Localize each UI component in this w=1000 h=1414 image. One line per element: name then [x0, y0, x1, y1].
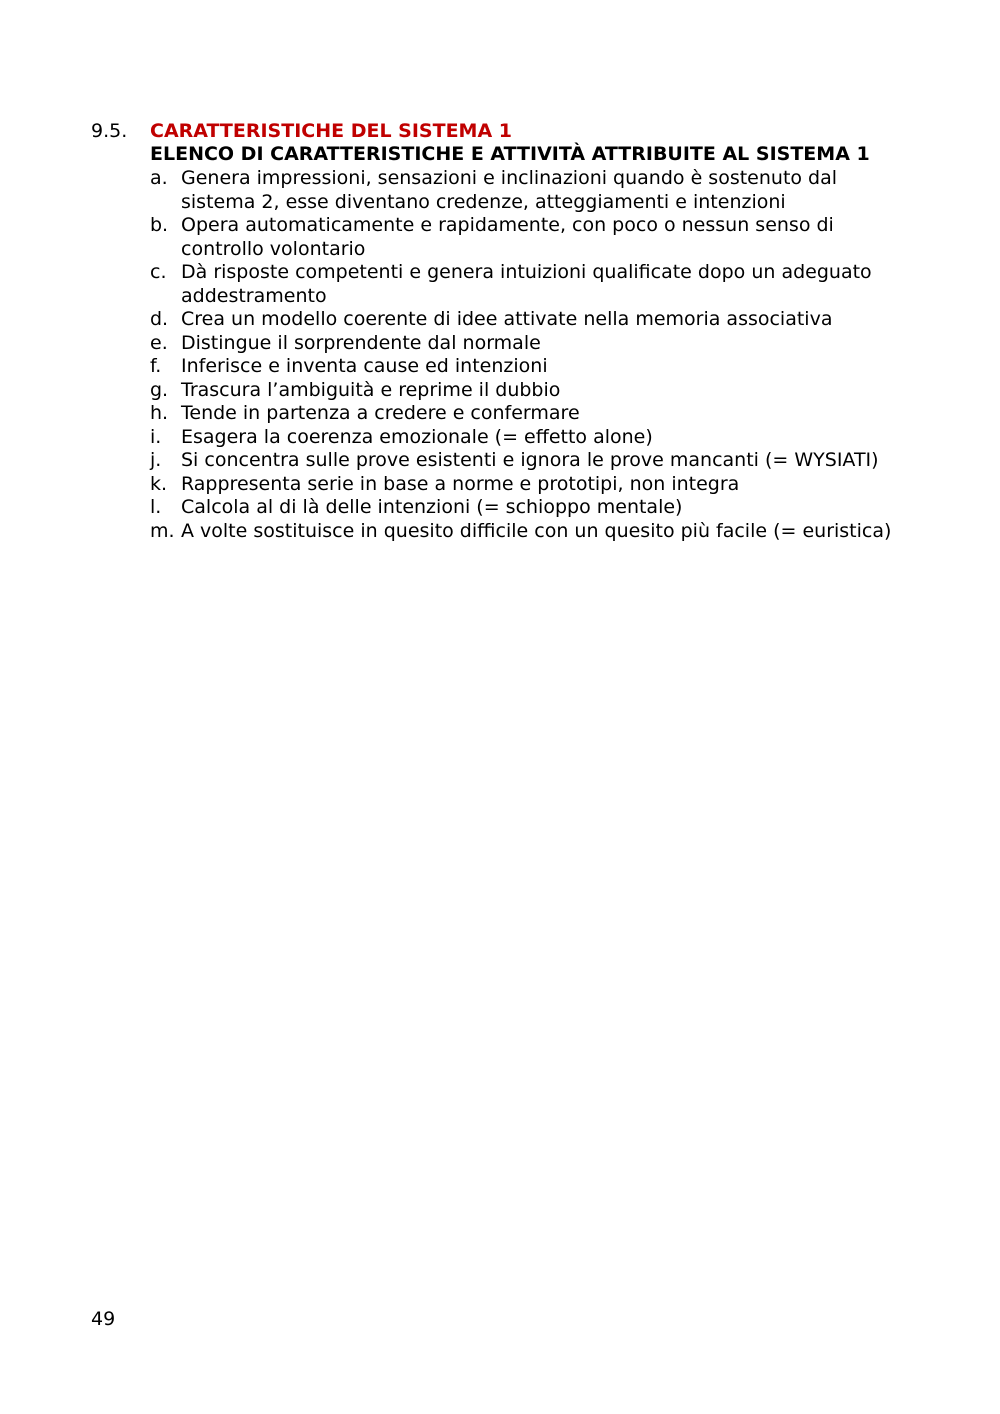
section-title: CARATTERISTICHE DEL SISTEMA 1: [150, 120, 512, 142]
list-item-text: Crea un modello coerente di idee attivate nella memoria associativa: [181, 308, 833, 330]
list-item: [150, 449, 910, 473]
list-item: [150, 402, 910, 426]
list-item-text: Distingue il sorprendente dal normale: [181, 331, 541, 354]
list-item-text: A volte sostituisce in quesito difficile con un quesito più facile (= euristica): [181, 519, 892, 542]
section-subtitle: ELENCO DI CARATTERISTICHE E ATTIVITÀ ATTRIBUITE AL SISTEMA 1: [150, 143, 870, 165]
list-item: [150, 520, 910, 544]
list-item-marker: h.: [150, 402, 169, 424]
list-item-text: Trascura l’ambiguità e reprime il dubbio: [181, 378, 561, 401]
characteristics-list: [150, 167, 910, 543]
page-number: 49: [91, 1308, 116, 1330]
list-item-text: Tende in partenza a credere e confermare: [181, 402, 580, 424]
list-item: [150, 308, 910, 332]
list-item: [150, 167, 910, 214]
list-item-text: Opera automaticamente e rapidamente, con poco o nessun senso di controllo volontario: [181, 214, 834, 260]
list-item-marker: i.: [150, 425, 162, 448]
list-item-marker: e.: [150, 331, 168, 354]
list-item-text: Genera impressioni, sensazioni e inclinazioni quando è sostenuto dal sistema 2, esse diventano credenze, atteggiamenti e intenzioni: [181, 167, 838, 213]
list-item-marker: f.: [150, 355, 162, 377]
list-item-marker: l.: [150, 496, 162, 518]
list-item-text: Esagera la coerenza emozionale (= effetto alone): [181, 425, 653, 448]
list-item-text: Dà risposte competenti e genera intuizioni qualificate dopo un adeguato addestramento: [181, 261, 872, 307]
list-item-marker: k.: [150, 472, 168, 495]
list-item-marker: m.: [150, 519, 175, 542]
list-item: [150, 496, 910, 520]
section-number: 9.5.: [91, 120, 128, 142]
list-item: [150, 473, 910, 497]
list-item-marker: g.: [150, 378, 169, 401]
list-item-text: Inferisce e inventa cause ed intenzioni: [181, 355, 548, 377]
list-item: [150, 261, 910, 308]
section-body: [150, 119, 910, 543]
list-item-marker: j.: [150, 449, 162, 471]
list-item: [150, 332, 910, 356]
list-item: [150, 214, 910, 261]
list-item: [150, 426, 910, 450]
list-item: [150, 379, 910, 403]
list-item: [150, 355, 910, 379]
list-item-marker: d.: [150, 308, 169, 330]
list-item-text: Rappresenta serie in base a norme e prototipi, non integra: [181, 472, 740, 495]
list-item-text: Calcola al di là delle intenzioni (= schioppo mentale): [181, 496, 683, 518]
list-item-marker: c.: [150, 261, 167, 283]
list-item-marker: b.: [150, 214, 169, 236]
list-item-marker: a.: [150, 167, 168, 189]
list-item-text: Si concentra sulle prove esistenti e ignora le prove mancanti (= WYSIATI): [181, 449, 879, 471]
